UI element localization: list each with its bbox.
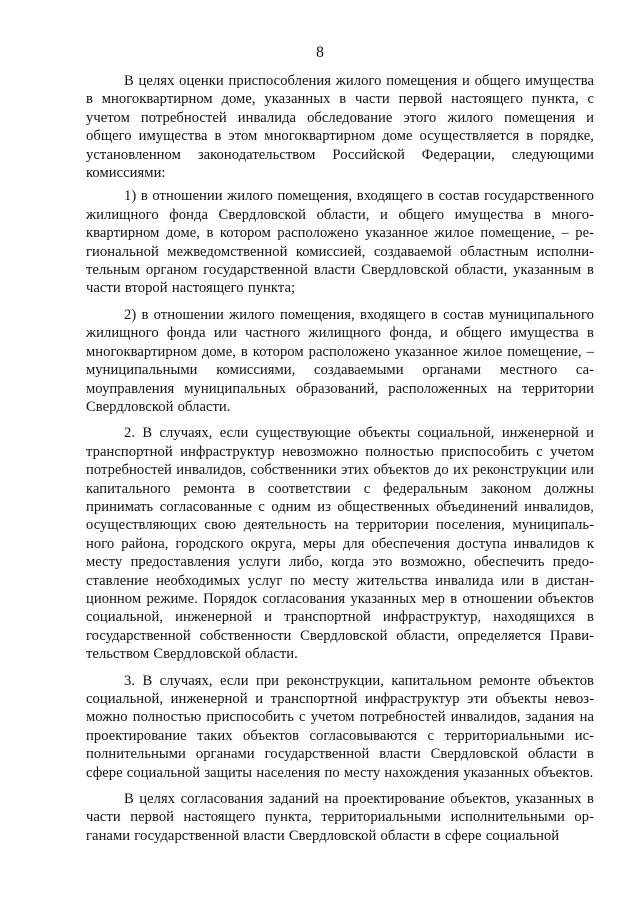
page-number: 8 [316, 44, 324, 61]
paragraph-item-1: 1) в отношении жилого помещения, входящего в состав государственного жилищного фонда Свердловской области, и общего имущества в многоквартирном доме, в котором расположено указанное жилое помещение, – региональной межведомственной комиссией, создаваемой областным исполнительным органом государственной власти Свердловской области, указанным в части второй настоящего пункта; [86, 188, 594, 297]
document-body [86, 72, 594, 853]
paragraph-section-2: 2. В случаях, если существующие объекты социальной, инженерной и транспортной инфраструктур невозможно полностью приспособить с учетом потребностей инвалидов, собственники этих объектов до их реконструкции или капитального ремонта в соответствии с федеральным законом должны принимать согласованные с одним из общественных объединений инвалидов, осуществляющих свою деятельность на территории поселения, муниципального района, городского округа, меры для обеспечения доступа инвалидов к месту предоставления услуги либо, когда это возможно, обеспечить предоставление необходимых услуг по месту жительства инвалида или в дистанционном режиме. Порядок согласования указанных мер в отношении объектов социальной, инженерной и транспортной инфраструктур, находящихся в государственной собственности Свердловской области, определяется Правительством Свердловской области. [86, 425, 594, 663]
paragraph-intro: В целях оценки приспособления жилого помещения и общего имущества в многоквартирном доме, указанных в части первой настоящего пункта, с учетом потребностей инвалида обследование этого жилого помещения и общего имущества в этом многоквартирном доме осуществляется в порядке, установленном законодательством Российской Федерации, следующими комиссиями: [86, 73, 594, 182]
paragraph-section-3: 3. В случаях, если при реконструкции, капитальном ремонте объектов социальной, инженерной и транспортной инфраструктур эти объекты невозможно полностью приспособить с учетом потребностей инвалидов, задания на проектирование таких объектов согласовываются с территориальными исполнительными органами государственной власти Свердловской области в сфере социальной защиты населения по месту нахождения указанных объектов. [86, 672, 594, 781]
paragraph-item-2: 2) в отношении жилого помещения, входящего в состав муниципального жилищного фонда или частного жилищного фонда, и общего имущества в многоквартирном доме, в котором расположено указанное жилое помещение, – муниципальными комиссиями, создаваемыми органами местного самоуправления муниципальных образований, расположенных на территории Свердловской области. [86, 306, 594, 415]
paragraph-approval: В целях согласования заданий на проектирование объектов, указанных в части первой настоящего пункта, территориальными исполнительными органами государственной власти Свердловской области в сфере социальной [86, 791, 594, 844]
